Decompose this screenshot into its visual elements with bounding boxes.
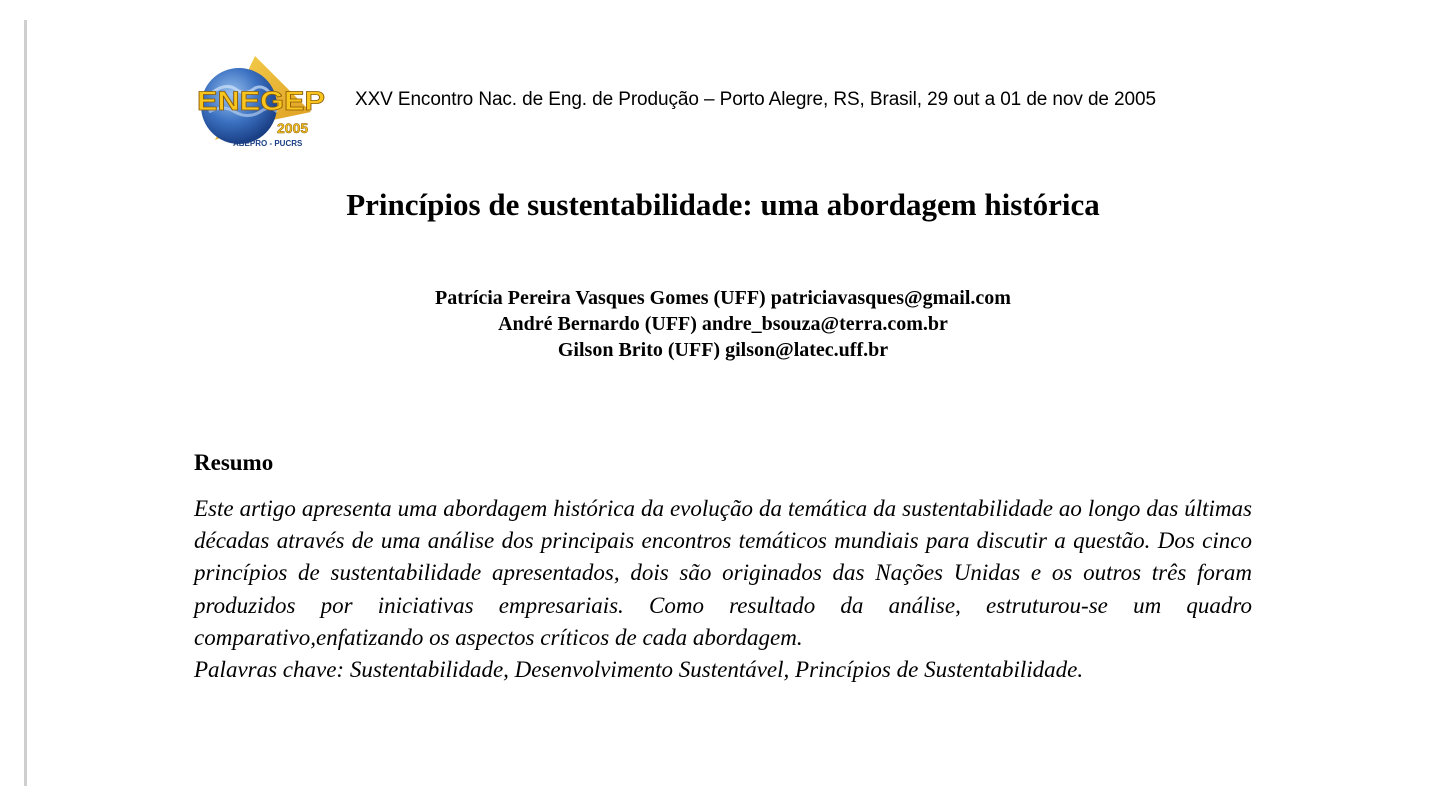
author-line: Patrícia Pereira Vasques Gomes (UFF) patriciavasques@gmail.com <box>435 287 1011 309</box>
author-line: André Bernardo (UFF) andre_bsouza@terra.com.br <box>498 313 948 335</box>
logo-org: ABEPRO - PUCRS <box>233 139 303 148</box>
logo-year: 2005 <box>277 120 309 136</box>
enegep-logo-graphic <box>193 52 328 152</box>
abstract-body: Este artigo apresenta uma abordagem histórica da evolução da temática da sustentabilidade ao longo das últimas décadas através de uma análise dos principais encontros temáticos mundiais para discutir a questão. Dos cinco princípios de sustentabilidade apresentados, dois são originados das Nações Unidas e os outros três foram produzidos por iniciativas empresariais. Como resultado da análise, estruturou-se um quadro comparativo,enfatizando os aspectos críticos de cada abordagem. <box>194 496 1252 650</box>
logo-wordmark: ENEGEP <box>197 86 325 116</box>
keywords: Palavras chave: Sustentabilidade, Desenvolvimento Sustentável, Princípios de Sustentabilidade. <box>194 657 1084 683</box>
abstract-section <box>194 493 1252 686</box>
page-left-edge <box>24 20 27 786</box>
author-list <box>0 285 1440 363</box>
enegep-logo <box>193 52 328 152</box>
abstract-heading: Resumo <box>194 450 274 475</box>
author-line: Gilson Brito (UFF) gilson@latec.uff.br <box>557 339 889 361</box>
conference-header: XXV Encontro Nac. de Eng. de Produção – Porto Alegre, RS, Brasil, 29 out a 01 de nov de 2005 <box>355 89 1156 110</box>
paper-title: Princípios de sustentabilidade: uma abordagem histórica <box>346 187 1100 222</box>
